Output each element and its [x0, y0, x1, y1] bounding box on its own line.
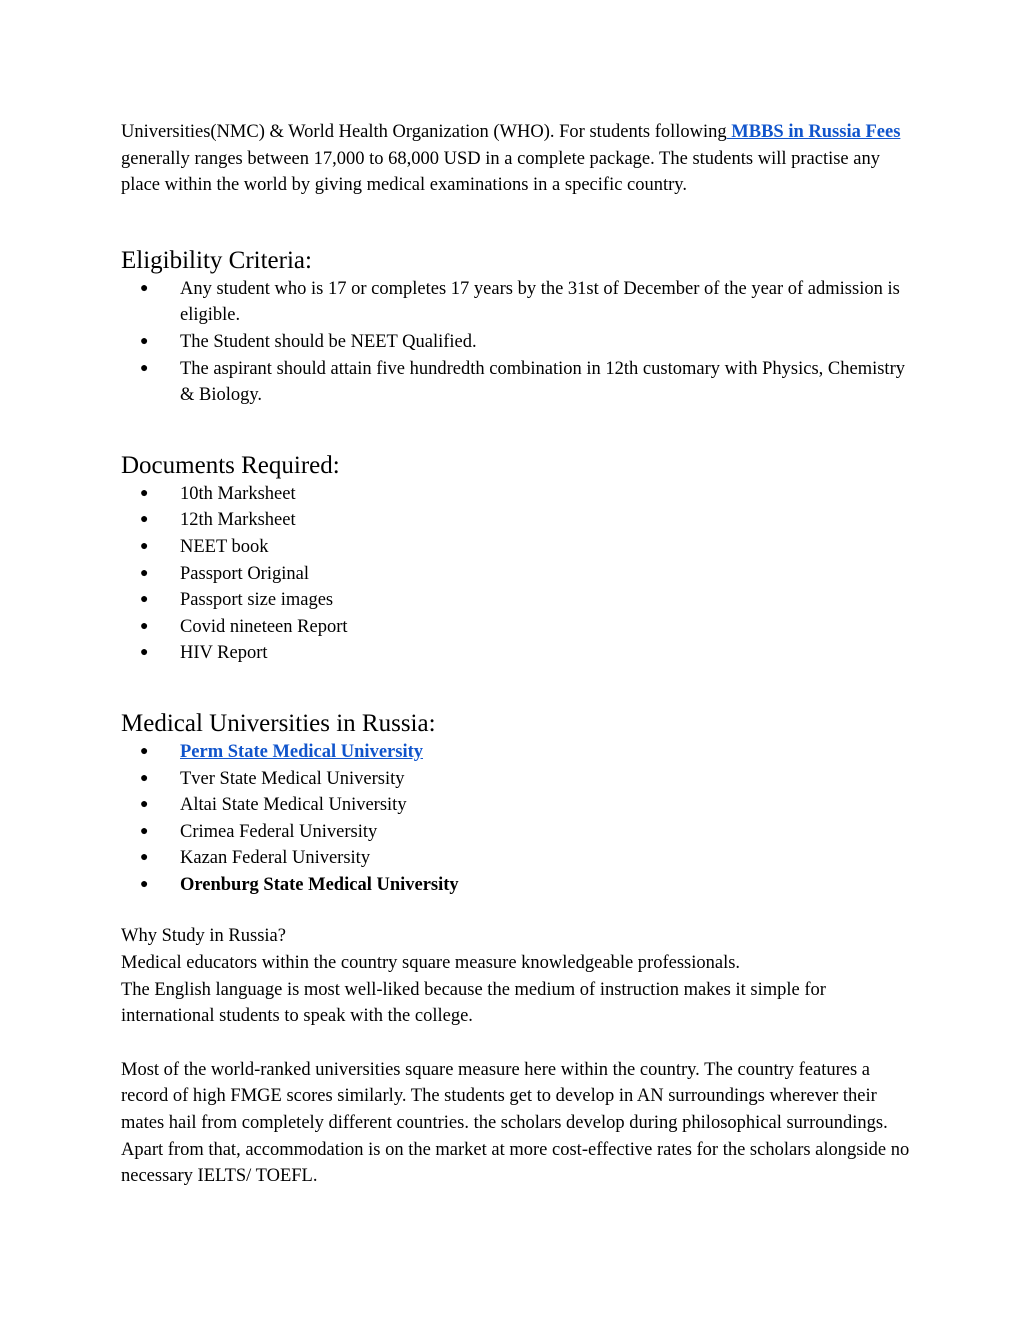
bullet-icon: ● [140, 743, 149, 759]
intro-text-after-link: generally ranges between 17,000 to 68,000 USD in a complete package. The students will practise any place within the world by giving medical examinations in a specific country. [121, 148, 880, 196]
list-item: ● Any student who is 17 or completes 17 years by the 31st of December of the year of admission is eligible. [121, 276, 911, 329]
mbbs-russia-fees-link[interactable]: MBBS in Russia Fees [726, 122, 901, 142]
perm-state-university-link[interactable]: Perm State Medical University [180, 741, 423, 762]
list-item: ● Passport size images [121, 587, 911, 614]
document-content [121, 119, 911, 1190]
why-study-line-1: Medical educators within the country square measure knowledgeable professionals. [121, 953, 741, 974]
list-item: ● The Student should be NEET Qualified. [121, 329, 911, 356]
universities-list [121, 739, 911, 899]
why-study-heading: Why Study in Russia? [121, 926, 286, 947]
bullet-icon: ● [140, 850, 149, 866]
bullet-icon: ● [140, 797, 149, 813]
bullet-icon: ● [140, 645, 149, 661]
eligibility-heading: Eligibility Criteria: [121, 246, 312, 274]
bullet-icon: ● [140, 512, 149, 528]
why-study-paragraph: Most of the world-ranked universities square measure here within the country. The country features a record of high FMGE scores similarly. The students get to develop in AN surroundings wherever their mates hail from completely different countries. the scholars develop during philosophical surroundings. Apart from that, accommodation is on the market at more cost-effective rates for the scholars alongside no necessary IELTS/ TOEFL. [121, 1059, 910, 1187]
list-item: ● Passport Original [121, 561, 911, 588]
list-item: ● NEET book [121, 534, 911, 561]
intro-text-before-link: Universities(NMC) & World Health Organization (WHO). For students following [121, 122, 727, 142]
universities-heading: Medical Universities in Russia: [121, 709, 436, 737]
bullet-icon: ● [140, 823, 149, 839]
list-item: ● Tver State Medical University [121, 766, 911, 793]
bullet-icon: ● [140, 592, 149, 608]
intro-paragraph [121, 119, 901, 199]
why-study-line-2: The English language is most well-liked because the medium of instruction makes it simple for international students to speak with the college. [121, 979, 826, 1027]
bullet-icon: ● [140, 485, 149, 501]
list-item: ● 12th Marksheet [121, 507, 911, 534]
list-item: ● Altai State Medical University [121, 792, 911, 819]
bullet-icon: ● [140, 280, 149, 296]
list-item: ● HIV Report [121, 640, 911, 667]
list-item: ● 10th Marksheet [121, 481, 911, 508]
bullet-icon: ● [140, 333, 149, 349]
bullet-icon: ● [140, 876, 149, 892]
list-item: ● Orenburg State Medical University [121, 872, 911, 899]
list-item: ● Covid nineteen Report [121, 614, 911, 641]
bullet-icon: ● [140, 565, 149, 581]
documents-list [121, 481, 911, 667]
list-item [121, 739, 911, 766]
list-item: ● The aspirant should attain five hundredth combination in 12th customary with Physics, Chemistry & Biology. [121, 356, 911, 409]
documents-heading: Documents Required: [121, 451, 340, 479]
bullet-icon: ● [140, 770, 149, 786]
list-item: ● Crimea Federal University [121, 819, 911, 846]
bullet-icon: ● [140, 618, 149, 634]
eligibility-list [121, 276, 911, 409]
list-item: ● Kazan Federal University [121, 845, 911, 872]
bullet-icon: ● [140, 360, 149, 376]
bullet-icon: ● [140, 538, 149, 554]
